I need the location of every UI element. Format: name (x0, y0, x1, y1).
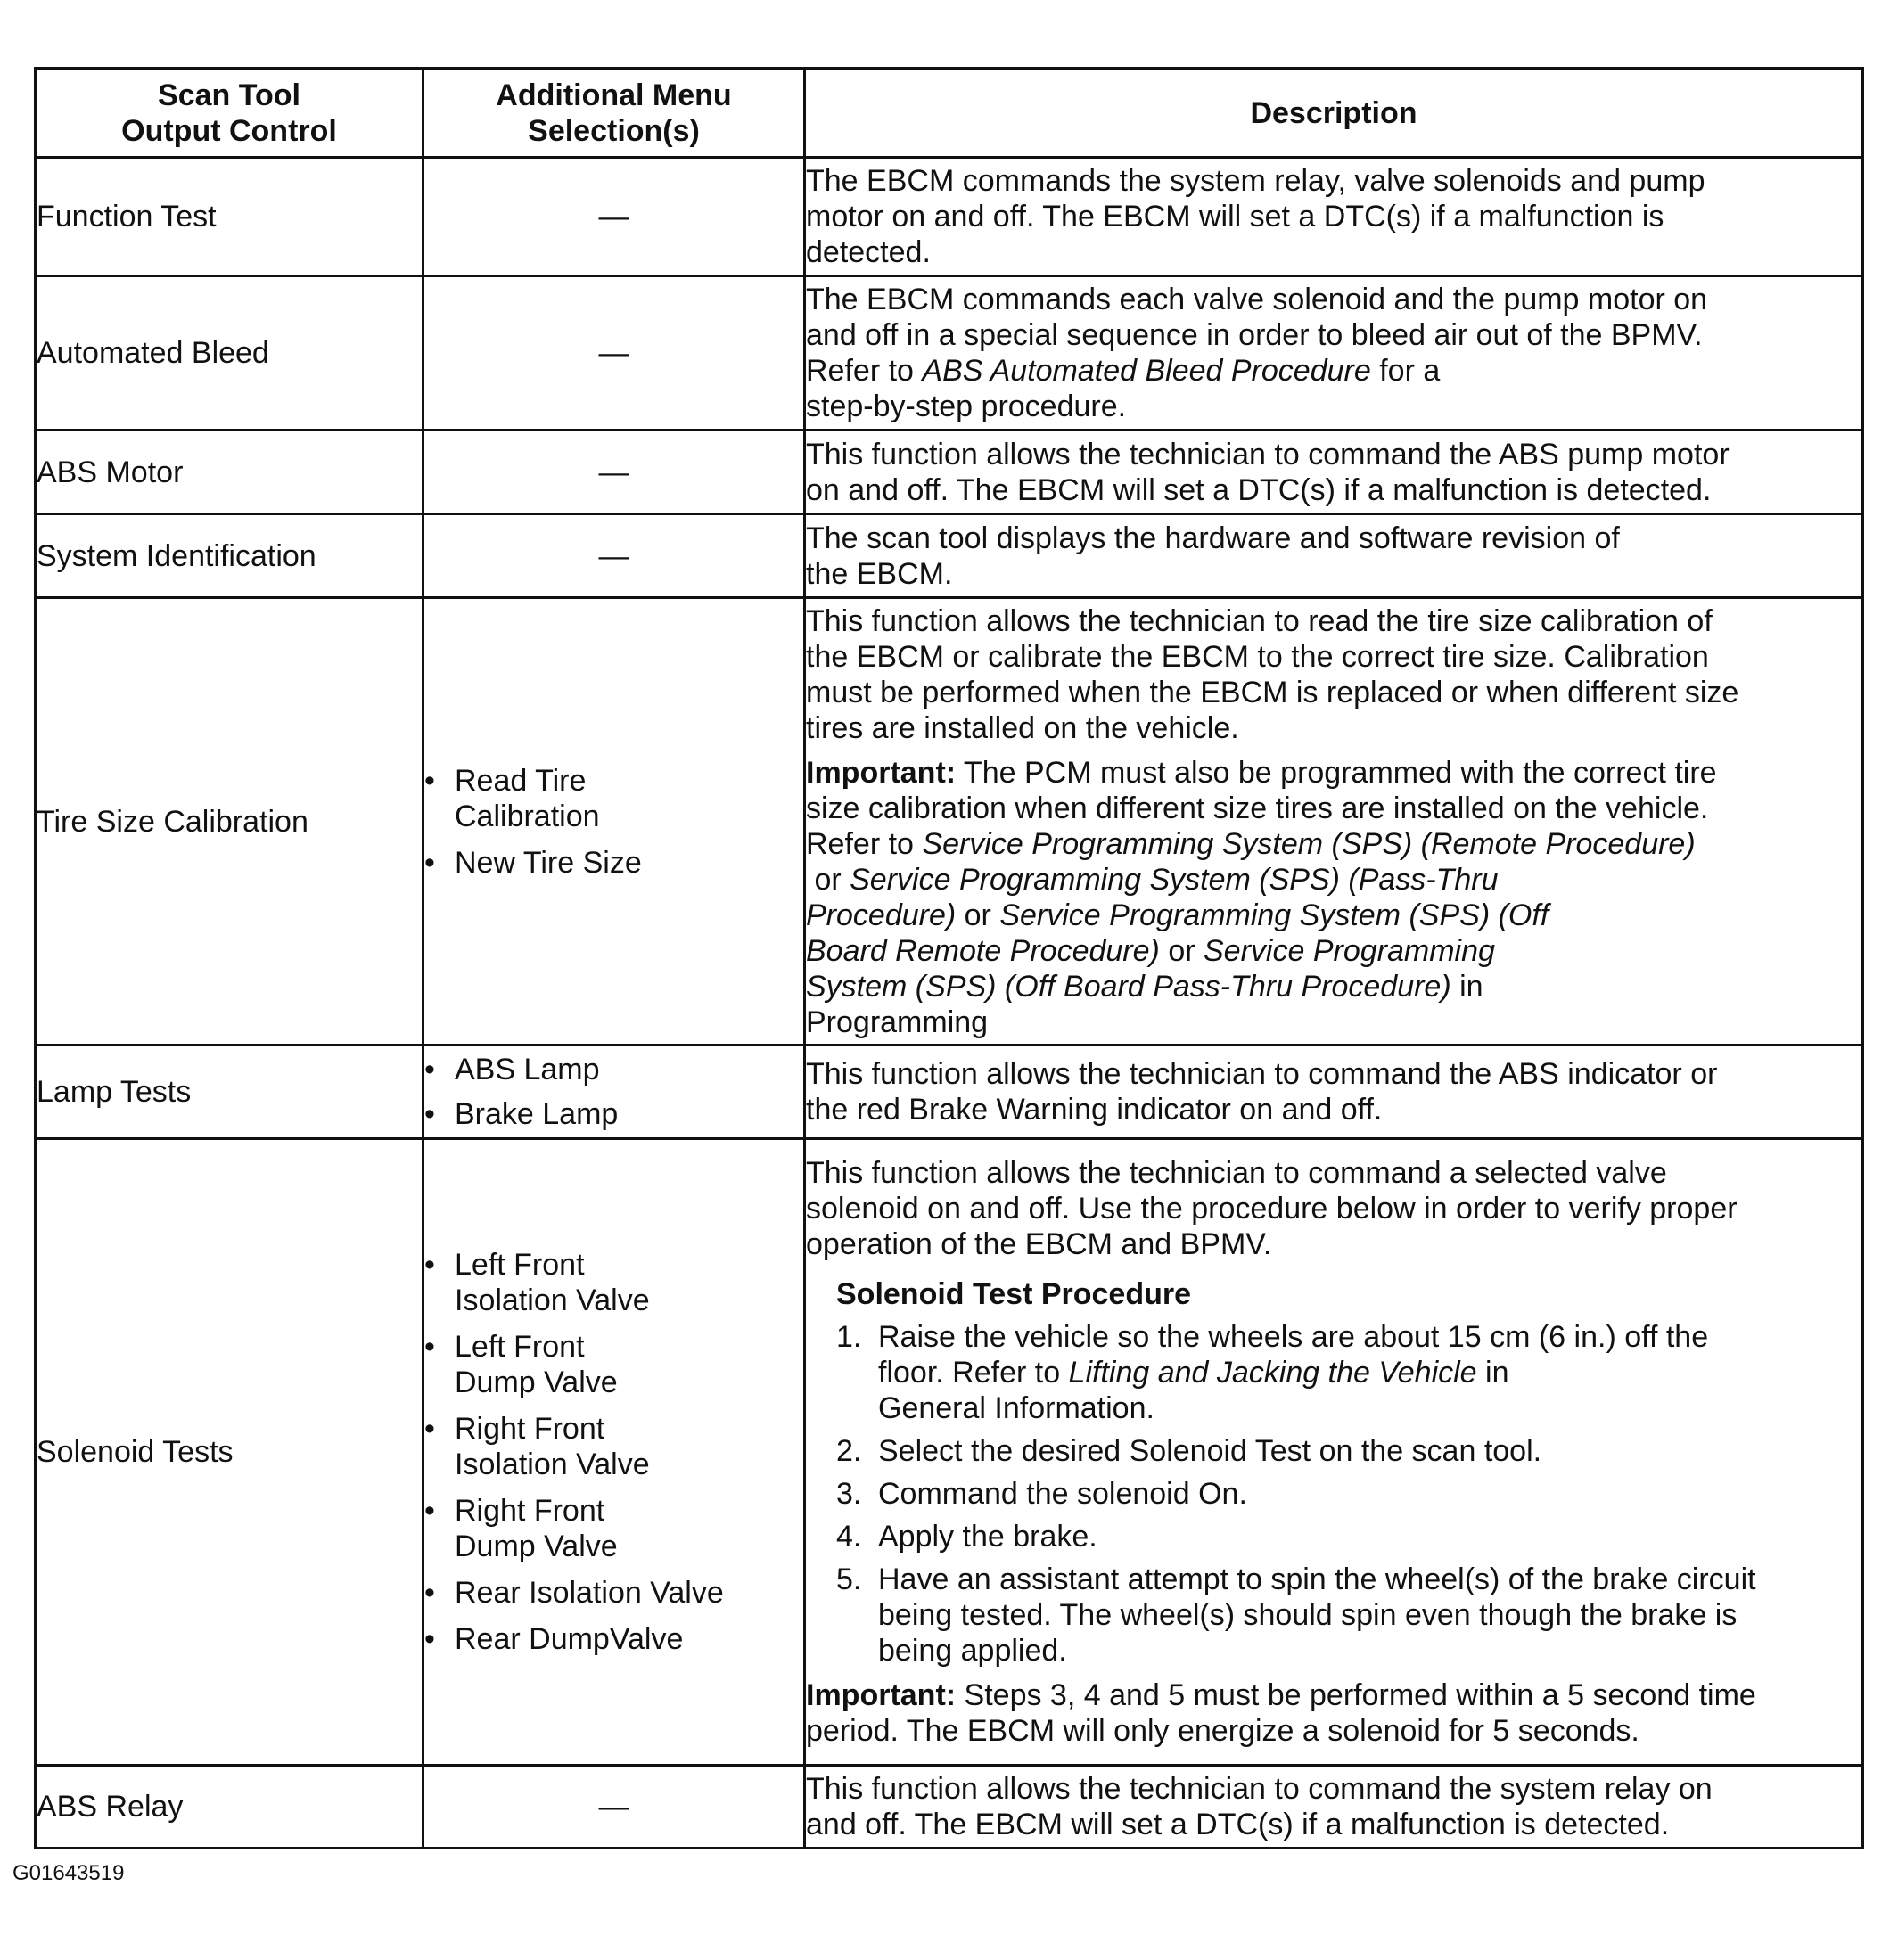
description: This function allows the technician to command the ABS pump motor on and off. The EBCM will set a DTC(s) if a malfunction is detected. (805, 431, 1863, 514)
description: This function allows the technician to command the ABS indicator or the red Brake Warning indicator on and off. (805, 1046, 1863, 1139)
menu-selection-item: • Right Front Isolation Valve (424, 1411, 803, 1482)
row-tire-size-calibration (36, 598, 1863, 1046)
menu-selection-item: • Left Front Dump Valve (424, 1329, 803, 1400)
control-name: Automated Bleed (36, 276, 423, 431)
procedure-reference: Service Programming System (SPS) (Pass-Thru (850, 862, 1499, 897)
important-label: Important: (806, 755, 957, 790)
menu-selection-item: • Right Front Dump Valve (424, 1493, 803, 1564)
no-selection-dash: — (423, 514, 805, 598)
no-selection-dash: — (423, 276, 805, 431)
menu-selections (423, 1139, 805, 1766)
description: The scan tool displays the hardware and software revision of the EBCM. (805, 514, 1863, 598)
row-lamp-tests (36, 1046, 1863, 1139)
description: This function allows the technician to command the system relay on and off. The EBCM will set a DTC(s) if a malfunction is detected. (805, 1766, 1863, 1849)
procedure-step: 1. Raise the vehicle so the wheels are about 15 cm (6 in.) off the floor. Refer to Lifting and Jacking the Vehicle in General Information. (836, 1320, 1709, 1425)
procedure-step: 2. Select the desired Solenoid Test on the scan tool. (836, 1434, 1542, 1468)
procedure-steps (836, 1319, 1861, 1669)
procedure-reference: Lifting and Jacking the Vehicle (1068, 1356, 1477, 1390)
description: This function allows the technician to command a selected valve solenoid on and off. Use the procedure below in order to verify proper operation of the EBCM and BPMV. Solenoid Test Procedure 1. Raise the vehicle so the wheels are about 15 cm (6 in.) off the floor. Refer to Lifting and Jacking the Vehicle in General Information. 2. Select the desired Solenoid Test on the scan tool. 3. Command the solenoid On. 4. Apply the brake. 5. Have an assistant attempt to spin the wheel(s) of the brake circuit being tested. The wheel(s) should spin even though the brake is being applied. Important: Steps 3, 4 and 5 must be performed within a 5 second time period. The EBCM will only energize a solenoid for 5 seconds. (805, 1139, 1863, 1766)
header-description: Description (805, 69, 1863, 158)
procedure-title: Solenoid Test Procedure (836, 1277, 1192, 1311)
procedure-step: 4. Apply the brake. (836, 1520, 1097, 1554)
control-name: ABS Relay (36, 1766, 423, 1849)
row-function-test (36, 158, 1863, 276)
menu-selection-item: • Brake Lamp (424, 1096, 803, 1132)
description: The EBCM commands the system relay, valve solenoids and pump motor on and off. The EBCM will set a DTC(s) if a malfunction is detected. (805, 158, 1863, 276)
output-control-table (34, 67, 1864, 1849)
procedure-step: 3. Command the solenoid On. (836, 1477, 1247, 1511)
description (805, 598, 1863, 1046)
row-system-identification (36, 514, 1863, 598)
important-note: Important: Steps 3, 4 and 5 must be performed within a 5 second time period. The EBCM will only energize a solenoid for 5 seconds. (806, 1678, 1756, 1748)
procedure-reference: ABS Automated Bleed Procedure (922, 354, 1371, 388)
menu-selection-item: • ABS Lamp (424, 1052, 803, 1087)
row-automated-bleed (36, 276, 1863, 431)
menu-selection-item: • Read Tire Calibration (424, 763, 803, 834)
description: The EBCM commands each valve solenoid and the pump motor on and off in a special sequence in order to bleed air out of the BPMV. Refer to ABS Automated Bleed Procedure for a step-by-step procedure. (805, 276, 1863, 431)
no-selection-dash: — (423, 158, 805, 276)
header-menu-selections: Additional Menu Selection(s) (423, 69, 805, 158)
control-name: Solenoid Tests (36, 1139, 423, 1766)
control-name: Lamp Tests (36, 1046, 423, 1139)
description-paragraph: This function allows the technician to read the tire size calibration of the EBCM or calibrate the EBCM to the correct tire size. Calibration must be performed when the EBCM is replaced or when different size tires are installed on the vehicle. (806, 603, 1739, 745)
important-note: Important: The PCM must also be programmed with the correct tire size calibration when different size tires are installed on the vehicle. Refer to Service Programming System (SPS) (Remote Procedure) or Service Programming System (SPS) (Pass-Thru Procedure) or Service Programming System (SPS) (Off Board Remote Procedure) or Service Programming System (SPS) (Off Board Pass-Thru Procedure) in Programming (806, 755, 1717, 1039)
no-selection-dash: — (423, 431, 805, 514)
row-abs-relay (36, 1766, 1863, 1849)
no-selection-dash: — (423, 1766, 805, 1849)
procedure-reference: Service Programming System (SPS) (Remote Procedure) (922, 826, 1696, 861)
control-name: Function Test (36, 158, 423, 276)
procedure-step: 5. Have an assistant attempt to spin the wheel(s) of the brake circuit being tested. The wheel(s) should spin even though the brake is being applied. (836, 1562, 1756, 1668)
menu-selection-item: • Rear DumpValve (424, 1621, 803, 1657)
procedure-reference: Service Programming System (SPS) (Off (999, 898, 1549, 932)
menu-selection-item: • Rear Isolation Valve (424, 1575, 803, 1611)
menu-selection-item: • New Tire Size (424, 845, 803, 881)
menu-selections (423, 598, 805, 1046)
control-name: Tire Size Calibration (36, 598, 423, 1046)
row-abs-motor (36, 431, 1863, 514)
procedure-reference: Service Programming (1204, 933, 1495, 968)
header-row (36, 69, 1863, 158)
row-solenoid-tests (36, 1139, 1863, 1766)
menu-selection-item: • Left Front Isolation Valve (424, 1247, 803, 1318)
important-label: Important: (806, 1678, 957, 1712)
menu-selections (423, 1046, 805, 1139)
figure-id: G01643519 (12, 1861, 125, 1885)
control-name: ABS Motor (36, 431, 423, 514)
control-name: System Identification (36, 514, 423, 598)
header-output-control: Scan Tool Output Control (36, 69, 423, 158)
